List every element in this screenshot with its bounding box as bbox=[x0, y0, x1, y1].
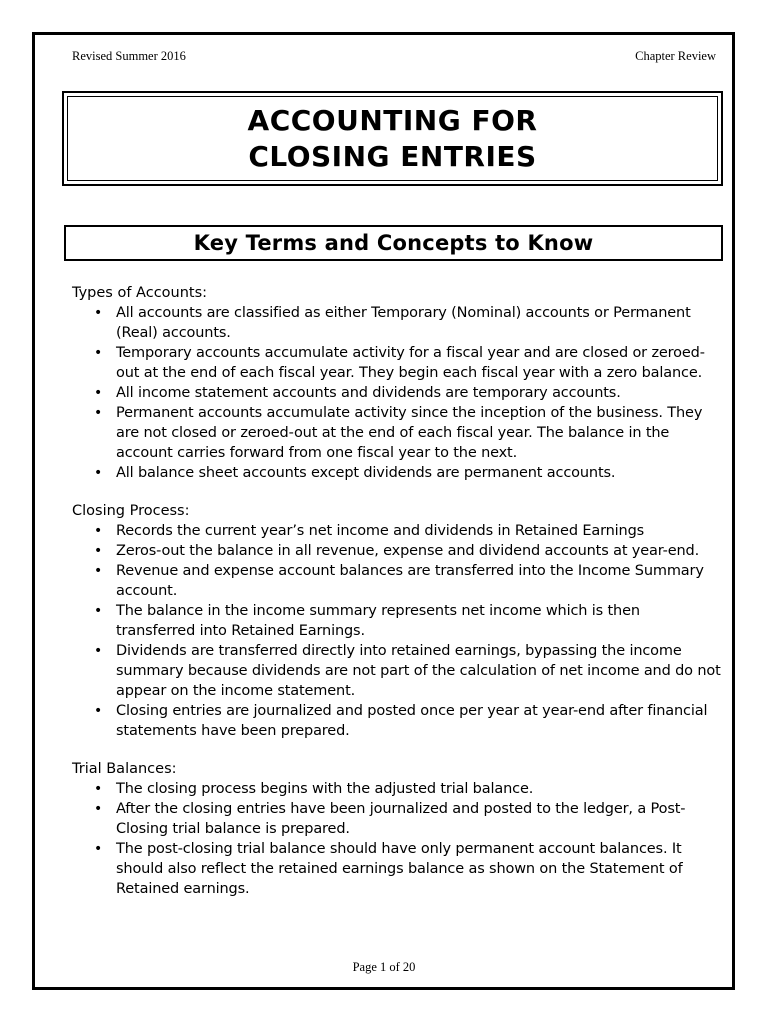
list-item: • After the closing entries have been journalized and posted to the ledger, a Post-Closing trial balance is prepared. bbox=[94, 801, 686, 837]
list-item: • Records the current year’s net income and dividends in Retained Earnings bbox=[94, 523, 645, 539]
section-heading: Key Terms and Concepts to Know bbox=[193, 231, 594, 255]
section-trial-balances bbox=[72, 759, 722, 899]
section-title: Closing Process: bbox=[72, 503, 190, 519]
page-title-line-1: ACCOUNTING FOR bbox=[247, 103, 538, 137]
bullet-list bbox=[72, 779, 722, 899]
list-item: • Closing entries are journalized and posted once per year at year-end after financial statements have been prepared. bbox=[94, 703, 708, 739]
bullet-icon: • bbox=[94, 703, 103, 719]
list-item: • Permanent accounts accumulate activity since the inception of the business. They are not closed or zeroed-out at the end of each fiscal year. The balance in the account carries forward from one fiscal year to the next. bbox=[94, 405, 703, 461]
bullet-icon: • bbox=[94, 643, 103, 659]
list-item: • All income statement accounts and dividends are temporary accounts. bbox=[94, 385, 621, 401]
bullet-icon: • bbox=[94, 603, 103, 619]
bullet-icon: • bbox=[94, 465, 103, 481]
header-chapter: Chapter Review bbox=[635, 49, 716, 63]
section-types-of-accounts bbox=[72, 283, 722, 483]
title-box bbox=[62, 91, 723, 186]
list-item: • Temporary accounts accumulate activity for a fiscal year and are closed or zeroed-out at the end of each fiscal year. They begin each fiscal year with a zero balance. bbox=[94, 345, 705, 381]
list-item: • Zeros-out the balance in all revenue, expense and dividend accounts at year-end. bbox=[94, 543, 700, 559]
bullet-icon: • bbox=[94, 801, 103, 817]
bullet-icon: • bbox=[94, 405, 103, 421]
list-item: • Dividends are transferred directly into retained earnings, bypassing the income summary because dividends are not part of the calculation of net income and do not appear on the income statement. bbox=[94, 643, 721, 699]
list-item: • All accounts are classified as either Temporary (Nominal) accounts or Permanent (Real) accounts. bbox=[94, 305, 691, 341]
title-inner-border bbox=[67, 96, 718, 181]
bullet-icon: • bbox=[94, 563, 103, 579]
bullet-icon: • bbox=[94, 543, 103, 559]
section-closing-process bbox=[72, 501, 722, 741]
bullet-list bbox=[72, 303, 722, 483]
header-revision: Revised Summer 2016 bbox=[72, 49, 186, 63]
page-title-line-2: CLOSING ENTRIES bbox=[248, 139, 537, 173]
page-number: Page 1 of 20 bbox=[352, 960, 416, 974]
bullet-icon: • bbox=[94, 385, 103, 401]
bullet-icon: • bbox=[94, 345, 103, 361]
list-item: • The closing process begins with the adjusted trial balance. bbox=[94, 781, 534, 797]
list-item: • The post-closing trial balance should have only permanent account balances. It should also reflect the retained earnings balance as shown on the Statement of Retained earnings. bbox=[94, 841, 683, 897]
list-item: • All balance sheet accounts except dividends are permanent accounts. bbox=[94, 465, 616, 481]
subtitle-box bbox=[64, 225, 723, 261]
content bbox=[72, 283, 722, 917]
bullet-icon: • bbox=[94, 305, 103, 321]
list-item: • The balance in the income summary represents net income which is then transferred into Retained Earnings. bbox=[94, 603, 640, 639]
section-title: Trial Balances: bbox=[72, 761, 177, 777]
list-item: • Revenue and expense account balances are transferred into the Income Summary account. bbox=[94, 563, 704, 599]
bullet-icon: • bbox=[94, 841, 103, 857]
bullet-icon: • bbox=[94, 523, 103, 539]
bullet-icon: • bbox=[94, 781, 103, 797]
bullet-list bbox=[72, 521, 722, 741]
section-title: Types of Accounts: bbox=[72, 285, 208, 301]
